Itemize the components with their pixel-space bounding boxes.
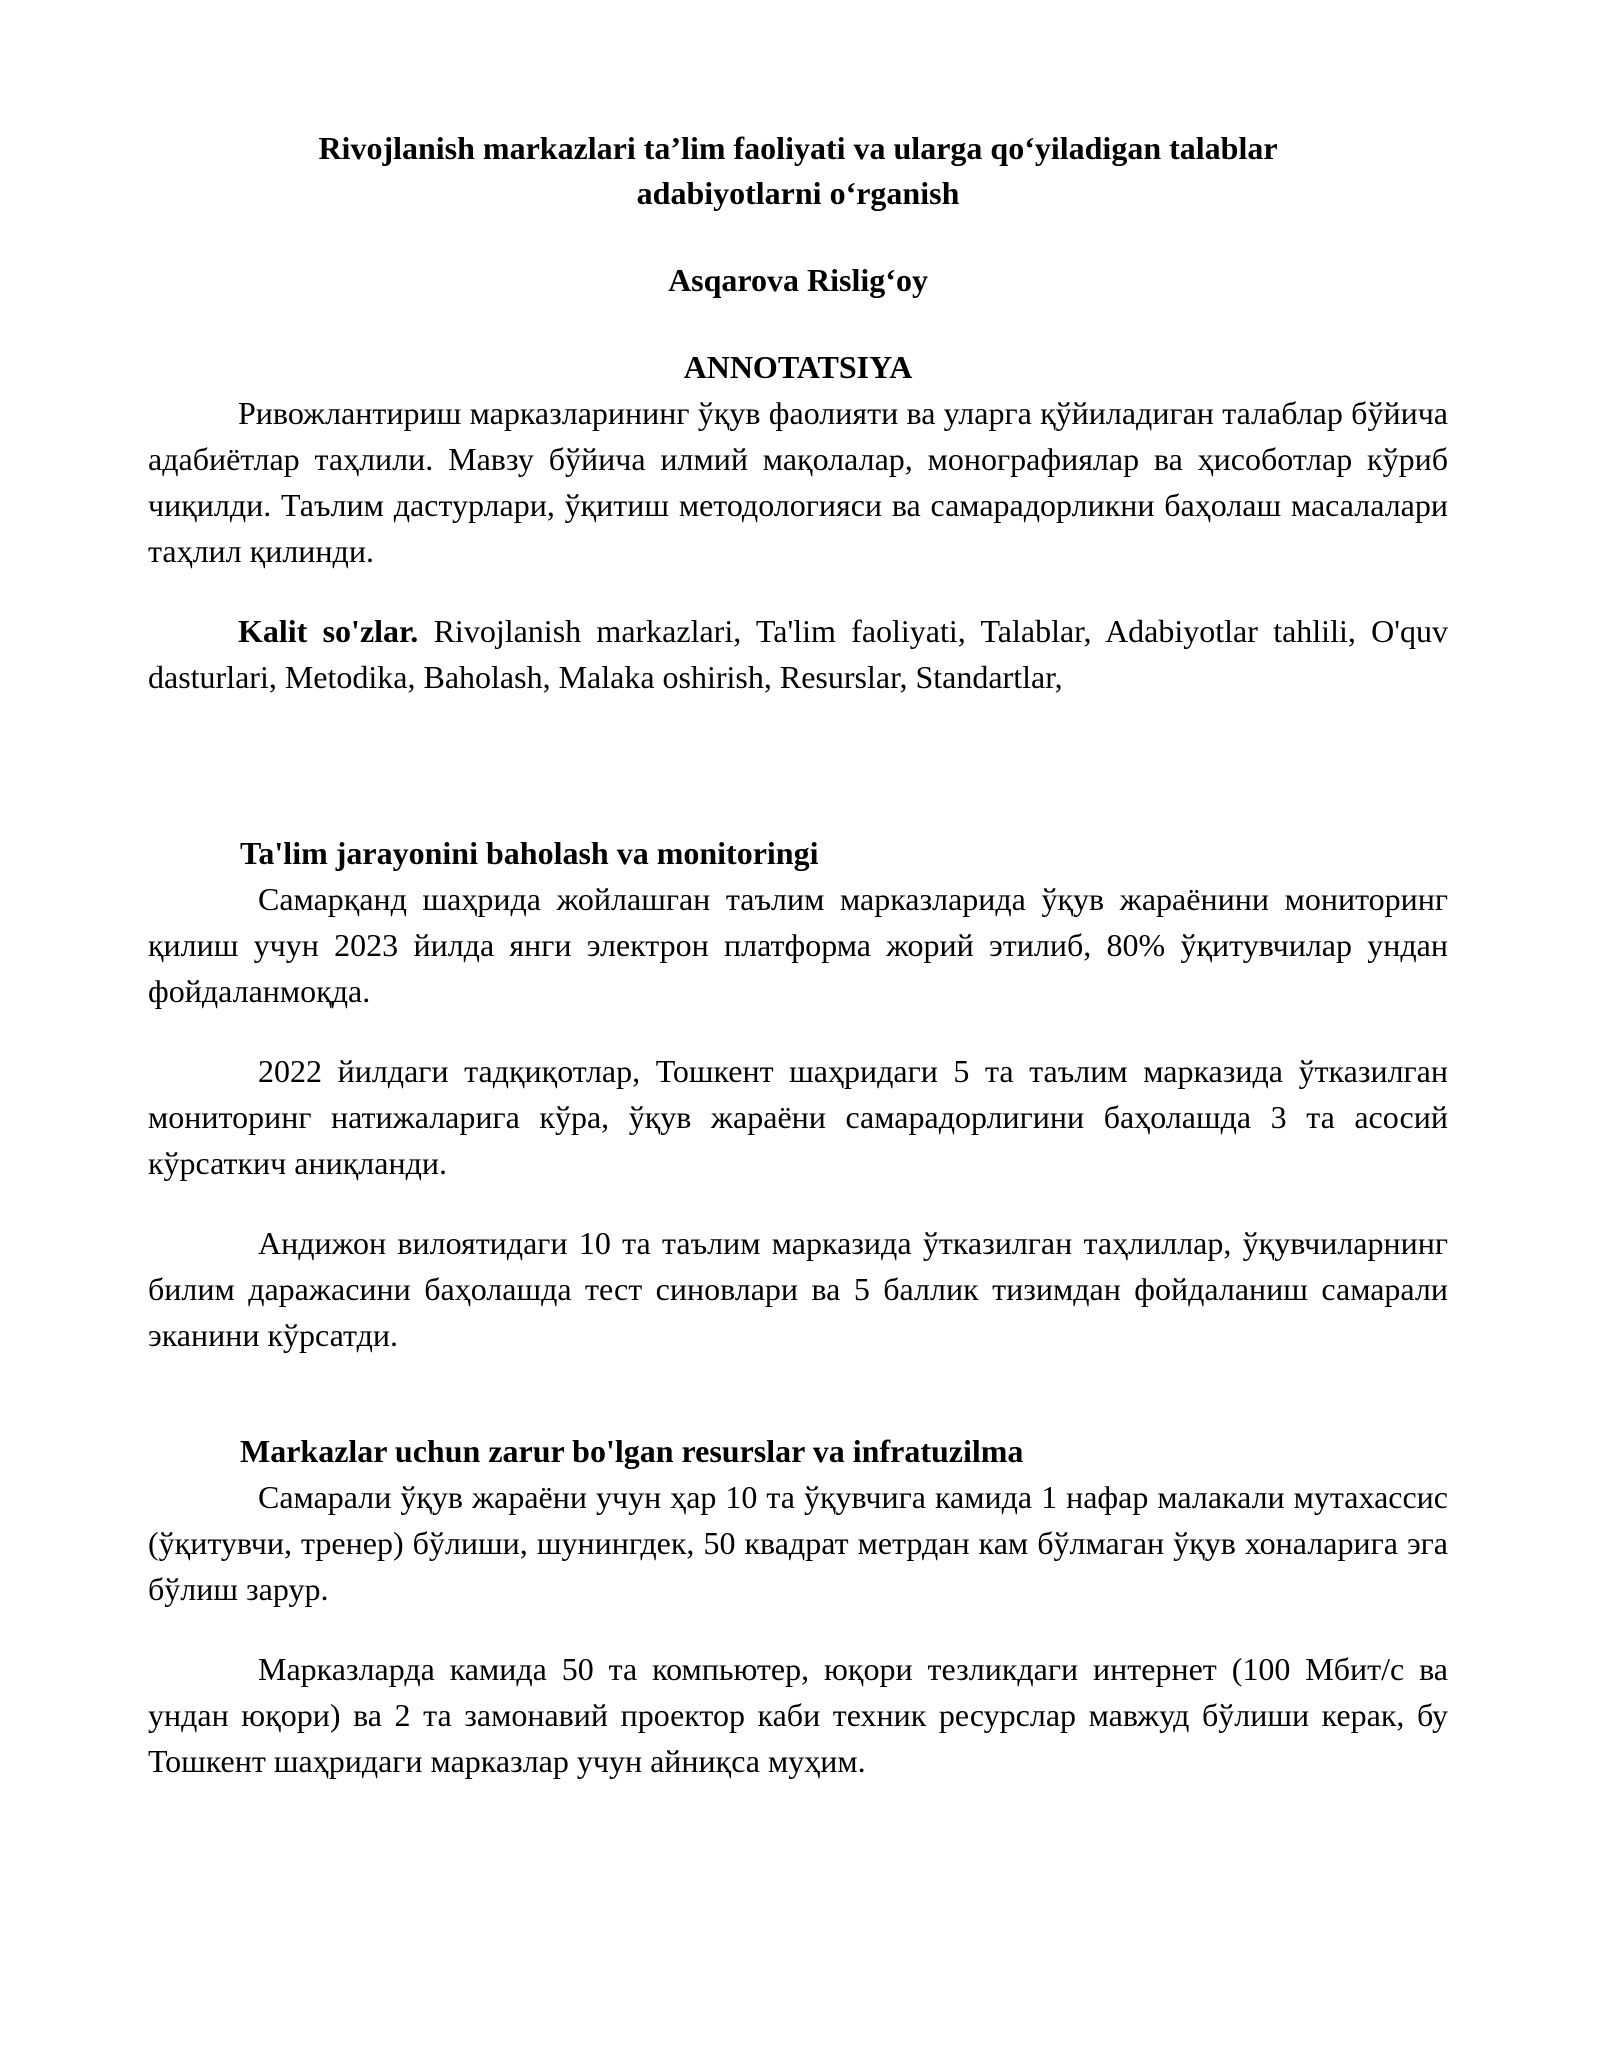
title-line-2: adabiyotlarni o‘rganish bbox=[636, 175, 960, 211]
keywords-text: Rivojlanish markazlari, Ta'lim faoliyati, Talablar, Adabiyotlar tahlili, O'quv dasturlari, Metodika, Baholash, Malaka oshirish, Resurslar, Standartlar, bbox=[148, 613, 1449, 695]
section1-paragraph-1: Самарқанд шаҳрида жойлашган таълим марказларида ўқув жараёнини мониторинг қилиш учун 2023 йилда янги электрон платформа жорий этилиб, 80% ўқитувчилар ундан фойдаланмоқда. bbox=[148, 881, 1448, 1009]
section-heading-resources: Markazlar uchun zarur bo'lgan resurslar va infratuzilma bbox=[240, 1433, 1024, 1469]
document-page bbox=[148, 126, 1448, 1784]
section1-paragraph-3: Андижон вилоятидаги 10 та таълим марказида ўтказилган таҳлиллар, ўқувчиларнинг билим даражасини баҳолашда тест синовлари ва 5 баллик тизимдан фойдаланиш самарали эканини кўрсатди. bbox=[148, 1225, 1448, 1353]
annotation-heading: ANNOTATSIYA bbox=[683, 349, 913, 385]
keywords-label: Kalit so'zlar. bbox=[238, 613, 419, 649]
document-title bbox=[148, 126, 1448, 216]
section2-paragraph-2: Марказларда камида 50 та компьютер, юқори тезликдаги интернет (100 Мбит/с ва ундан юқори) ва 2 та замонавий проектор каби техник ресурслар мавжуд бўлиши керак, бу Тошкент шаҳридаги марказлар учун айниқса муҳим. bbox=[148, 1651, 1448, 1779]
section1-paragraph-2: 2022 йилдаги тадқиқотлар, Тошкент шаҳридаги 5 та таълим марказида ўтказилган мониторинг натижаларига кўра, ўқув жараёни самарадорлигини баҳолашда 3 та асосий кўрсаткич аниқланди. bbox=[148, 1053, 1448, 1181]
annotation-paragraph: Ривожлантириш марказларининг ўқув фаолияти ва уларга қўйиладиган талаблар бўйича адабиётлар таҳлили. Мавзу бўйича илмий мақолалар, монографиялар ва ҳисоботлар кўриб чиқилди. Таълим дастурлари, ўқитиш методологияси ва самарадорликни баҳолаш масалалари таҳлил қилинди. bbox=[148, 395, 1448, 569]
section-heading-monitoring: Ta'lim jarayonini baholash va monitoringi bbox=[240, 835, 819, 871]
section2-paragraph-1: Самарали ўқув жараёни учун ҳар 10 та ўқувчига камида 1 нафар малакали мутахассис (ўқитувчи, тренер) бўлиши, шунингдек, 50 квадрат метрдан кам бўлмаган ўқув хоналарига эга бўлиш зарур. bbox=[148, 1479, 1448, 1607]
author-name: Asqarova Rislig‘oy bbox=[668, 262, 928, 298]
keywords-paragraph bbox=[148, 608, 1448, 700]
title-line-1: Rivojlanish markazlari ta’lim faoliyati va ularga qo‘yiladigan talablar bbox=[318, 130, 1278, 166]
